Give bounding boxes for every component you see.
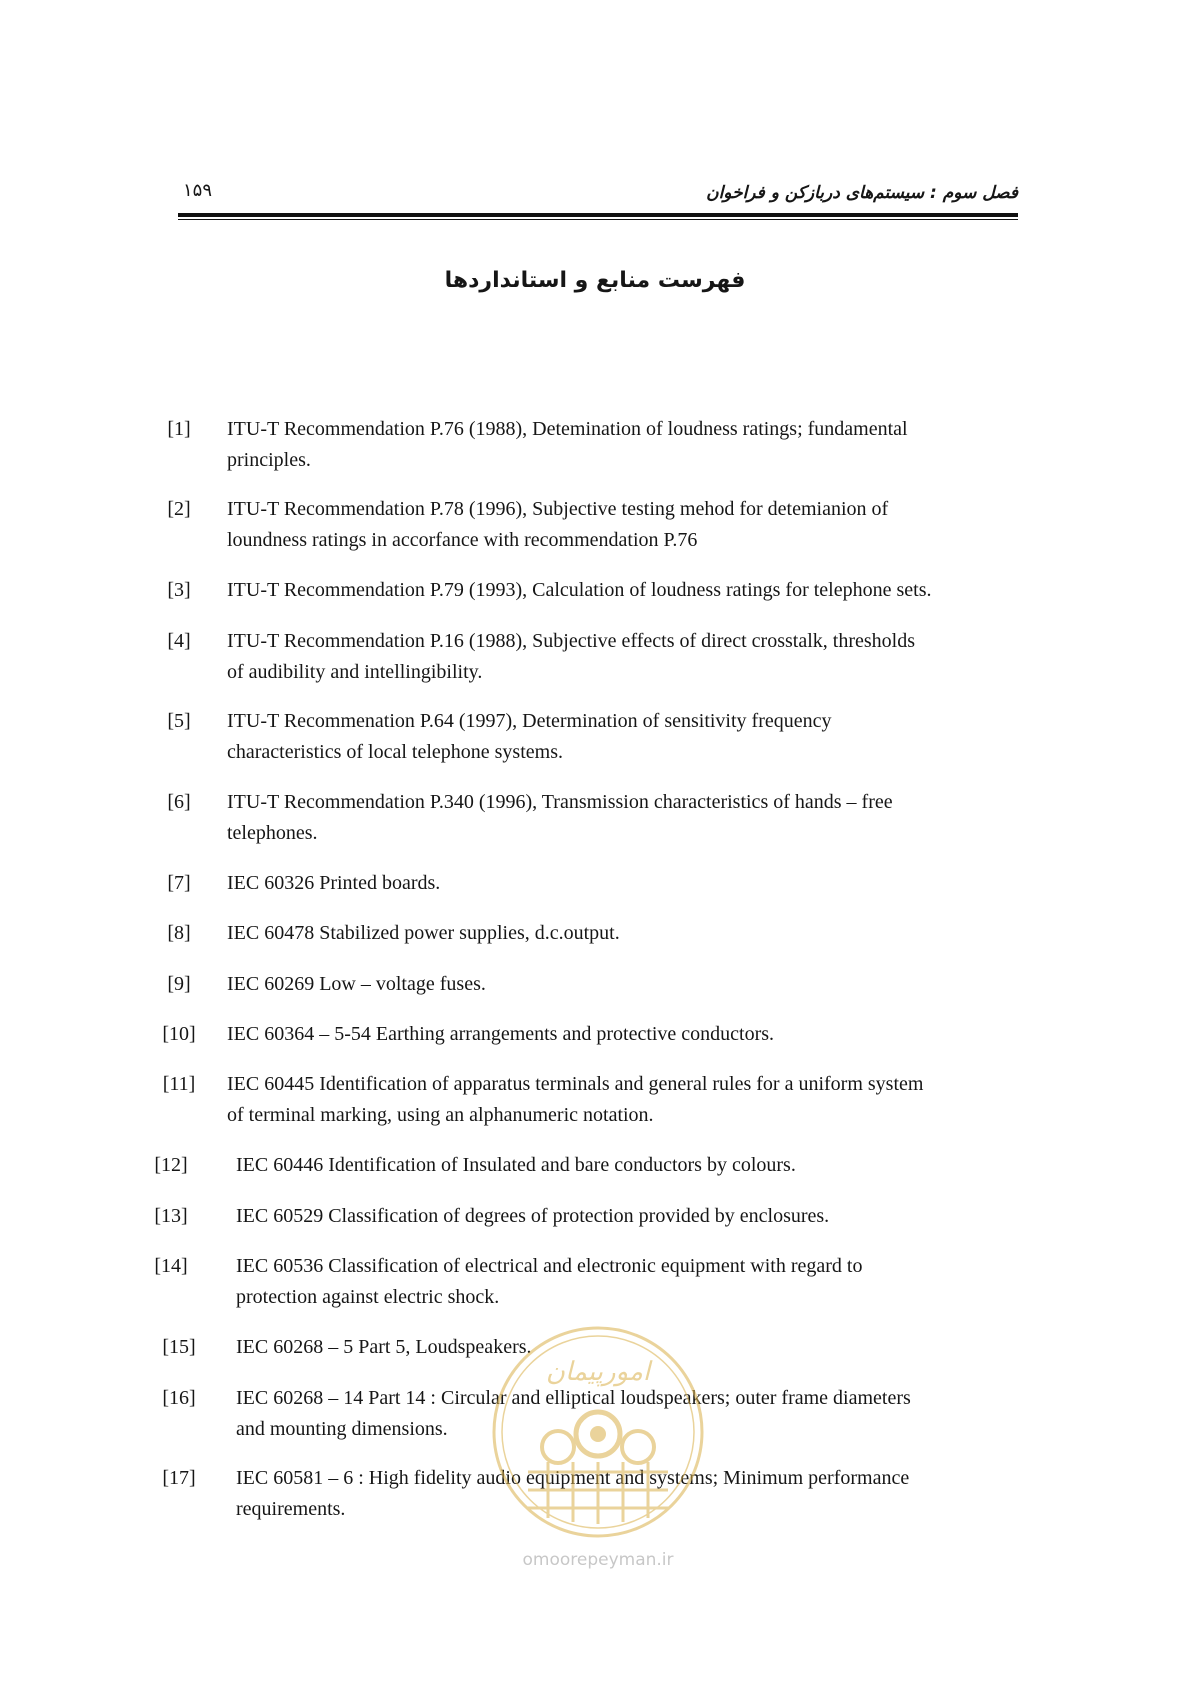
reference-text — [236, 1251, 1036, 1313]
chapter-title: فصل سوم : سیستم‌های دربازکن و فراخوان — [706, 183, 1018, 203]
reference-line: IEC 60364 – 5-54 Earthing arrangements and protective conductors. — [227, 1023, 775, 1045]
reference-line: IEC 60478 Stabilized power supplies, d.c.output. — [227, 922, 620, 944]
reference-number: [4] — [167, 630, 191, 652]
reference-text — [227, 626, 1027, 688]
watermark-logo-text: امورپیمان — [545, 1357, 651, 1387]
page-number: ۱۵۹ — [183, 180, 213, 201]
reference-number: [2] — [167, 498, 191, 520]
reference-line: IEC 60446 Identification of Insulated and bare conductors by colours. — [236, 1154, 796, 1176]
reference-number: [16] — [162, 1387, 196, 1409]
reference-number: [11] — [162, 1073, 196, 1095]
reference-text — [227, 706, 1027, 768]
reference-line: ITU-T Recommendation P.16 (1988), Subjective effects of direct crosstalk, thresholds — [227, 630, 915, 652]
reference-text — [227, 868, 1027, 899]
reference-text — [236, 1332, 1036, 1363]
reference-number: [17] — [162, 1467, 196, 1489]
reference-line: principles. — [227, 449, 311, 471]
reference-text — [227, 575, 1027, 606]
reference-text — [227, 969, 1027, 1000]
reference-line: telephones. — [227, 822, 318, 844]
reference-line: requirements. — [236, 1498, 346, 1520]
reference-text — [227, 787, 1027, 849]
reference-text — [227, 918, 1027, 949]
reference-text — [236, 1150, 1036, 1181]
reference-line: IEC 60581 – 6 : High fidelity audio equipment and systems; Minimum performance — [236, 1467, 910, 1489]
reference-line: IEC 60268 – 5 Part 5, Loudspeakers. — [236, 1336, 532, 1358]
reference-line: IEC 60529 Classification of degrees of protection provided by enclosures. — [236, 1205, 830, 1227]
reference-line: ITU-T Recommendation P.76 (1988), Detemination of loudness ratings; fundamental — [227, 418, 908, 440]
reference-number: [14] — [154, 1255, 188, 1277]
reference-number: [9] — [167, 973, 191, 995]
reference-line: ITU-T Recommendation P.79 (1993), Calculation of loudness ratings for telephone sets. — [227, 579, 932, 601]
reference-number: [13] — [154, 1205, 188, 1227]
reference-line: IEC 60326 Printed boards. — [227, 872, 441, 894]
reference-number: [8] — [167, 922, 191, 944]
reference-text — [236, 1463, 1036, 1525]
reference-number: [3] — [167, 579, 191, 601]
reference-number: [5] — [167, 710, 191, 732]
reference-text — [227, 494, 1027, 556]
reference-line: IEC 60536 Classification of electrical and electronic equipment with regard to — [236, 1255, 863, 1277]
reference-line: and mounting dimensions. — [236, 1418, 448, 1440]
reference-line: characteristics of local telephone systems. — [227, 741, 563, 763]
reference-number: [1] — [167, 418, 191, 440]
reference-number: [6] — [167, 791, 191, 813]
reference-text — [236, 1383, 1036, 1445]
section-title: فهرست منابع و استانداردها — [444, 268, 746, 293]
reference-line: ITU-T Recommendation P.78 (1996), Subjective testing mehod for detemianion of — [227, 498, 889, 520]
reference-line: ITU-T Recommenation P.64 (1997), Determination of sensitivity frequency — [227, 710, 832, 732]
reference-number: [15] — [162, 1336, 196, 1358]
reference-line: protection against electric shock. — [236, 1286, 500, 1308]
reference-line: ITU-T Recommendation P.340 (1996), Transmission characteristics of hands – free — [227, 791, 893, 813]
reference-text — [236, 1201, 1036, 1232]
reference-line: of audibility and intellingibility. — [227, 661, 483, 683]
reference-text — [227, 414, 1027, 476]
reference-text — [227, 1019, 1027, 1050]
reference-line: loundness ratings in accorfance with recommendation P.76 — [227, 529, 698, 551]
reference-number: [7] — [167, 872, 191, 894]
reference-line: of terminal marking, using an alphanumeric notation. — [227, 1104, 654, 1126]
watermark-url: omoorepeyman.ir — [522, 1550, 674, 1570]
reference-text — [227, 1069, 1027, 1131]
reference-line: IEC 60269 Low – voltage fuses. — [227, 973, 486, 995]
reference-line: IEC 60268 – 14 Part 14 : Circular and elliptical loudspeakers; outer frame diameters — [236, 1387, 911, 1409]
reference-line: IEC 60445 Identification of apparatus terminals and general rules for a uniform system — [227, 1073, 924, 1095]
reference-number: [10] — [162, 1023, 196, 1045]
reference-number: [12] — [154, 1154, 188, 1176]
